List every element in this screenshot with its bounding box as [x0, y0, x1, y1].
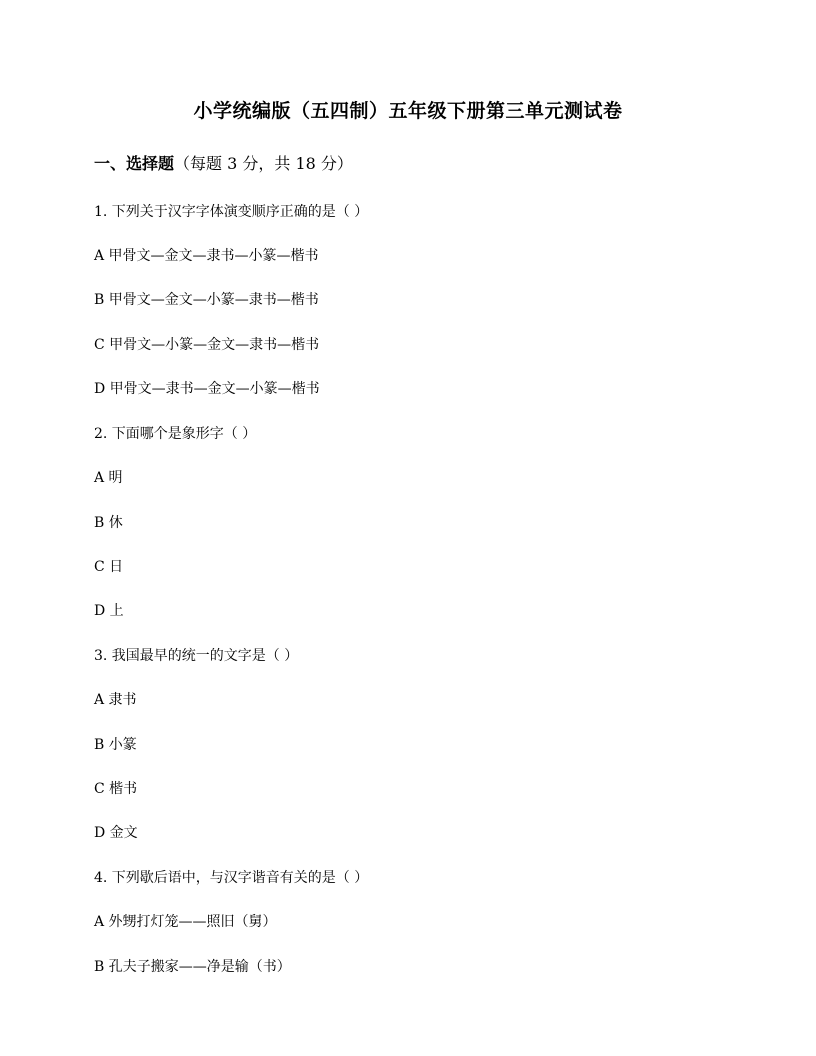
question-stem: 1. 下列关于汉字字体演变顺序正确的是（ ） — [94, 204, 369, 220]
question-option: A 甲骨文—金文—隶书—小篆—楷书 — [94, 248, 319, 264]
question-option: D 甲骨文—隶书—金文—小篆—楷书 — [94, 381, 320, 397]
section-heading-label: 一、选择题 — [94, 154, 175, 173]
question-option: B 孔夫子搬家——净是输（书） — [94, 959, 291, 975]
page-title: 小学统编版（五四制）五年级下册第三单元测试卷 — [193, 100, 623, 122]
question-option: B 甲骨文—金文—小篆—隶书—楷书 — [94, 292, 319, 308]
question-option: A 明 — [94, 470, 123, 486]
section-score-note: （每题 3 分，共 18 分） — [174, 154, 353, 173]
question-stem: 4. 下列歇后语中，与汉字谐音有关的是（ ） — [94, 870, 369, 886]
question-option: C 日 — [94, 559, 124, 575]
question-option: C 楷书 — [94, 781, 138, 797]
question-option: D 上 — [94, 603, 124, 619]
question-option: A 外甥打灯笼——照旧（舅） — [94, 914, 277, 930]
question-stem: 3. 我国最早的统一的文字是（ ） — [94, 648, 299, 664]
question-option: D 金文 — [94, 825, 138, 841]
question-option: B 休 — [94, 515, 123, 531]
question-stem: 2. 下面哪个是象形字（ ） — [94, 426, 257, 442]
section-heading — [94, 151, 353, 174]
question-option: A 隶书 — [94, 692, 137, 708]
question-option: C 甲骨文—小篆—金文—隶书—楷书 — [94, 337, 320, 353]
question-option: B 小篆 — [94, 737, 137, 753]
